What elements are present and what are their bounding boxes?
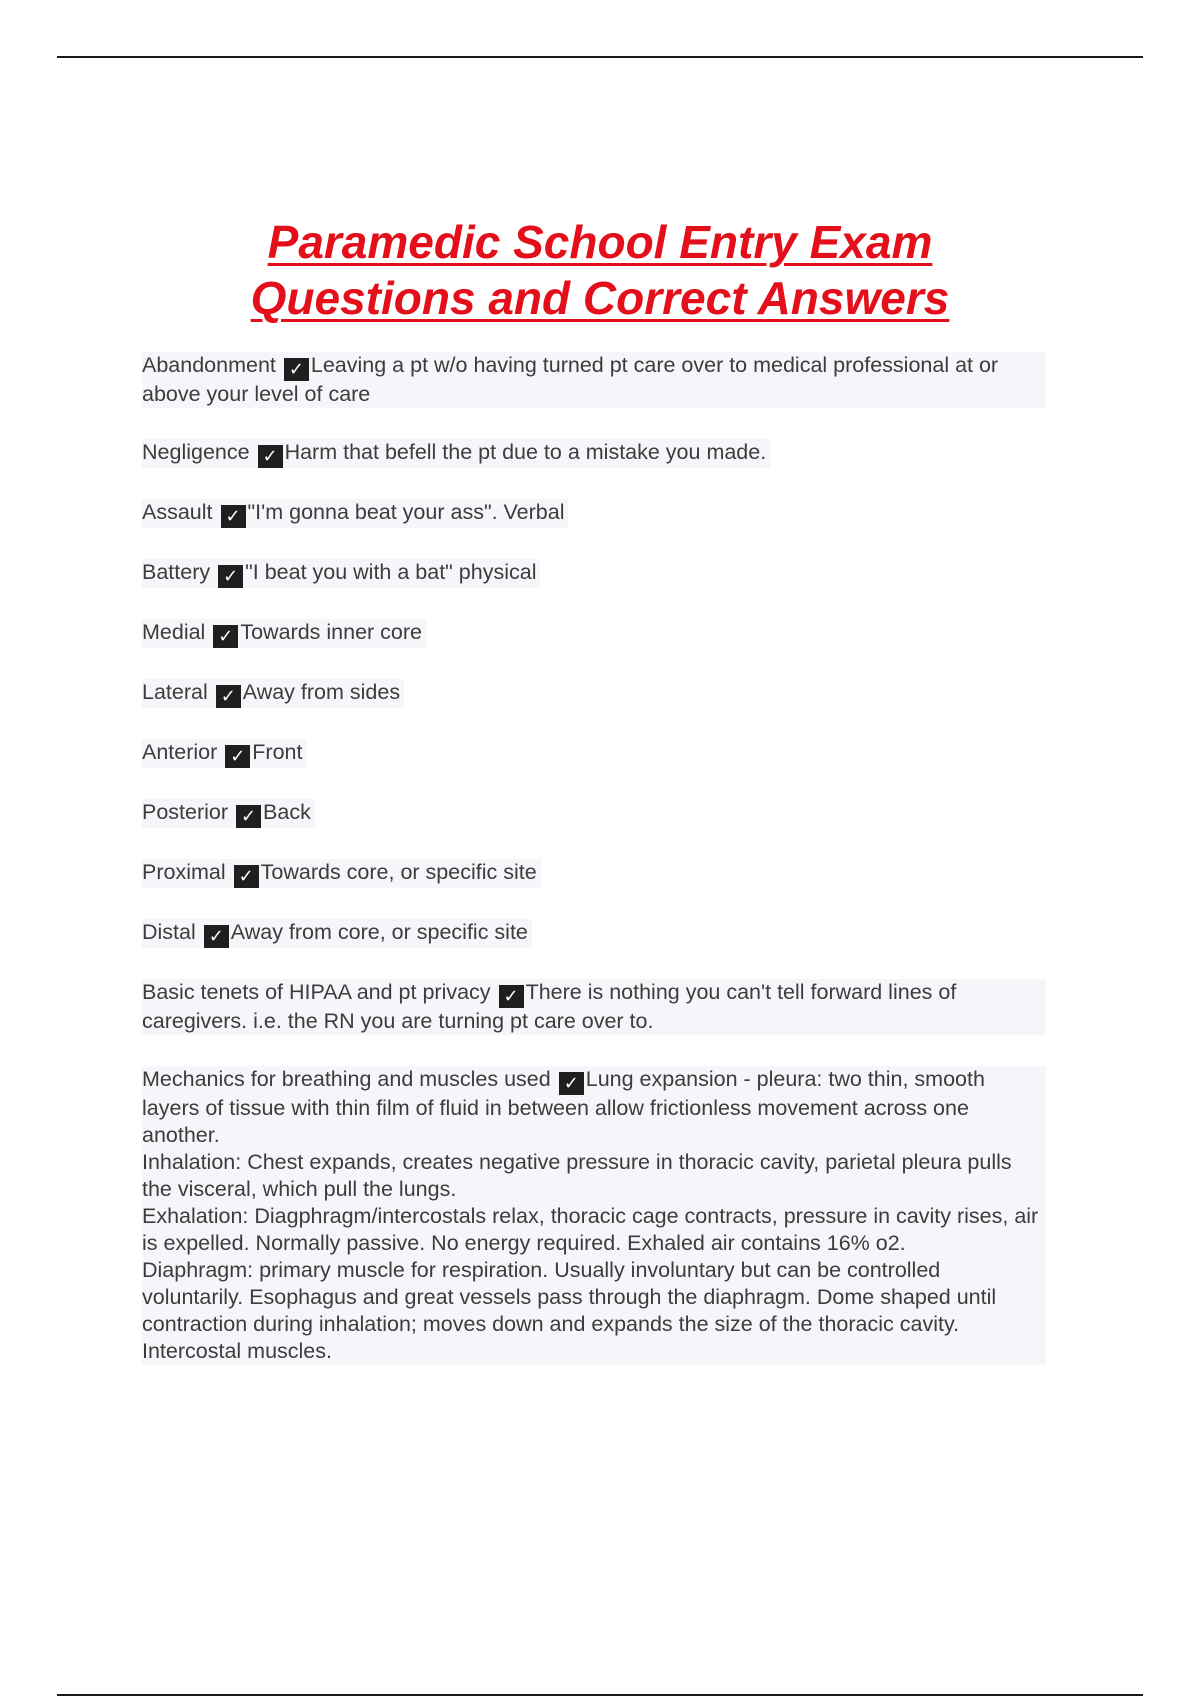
- answer: Back: [263, 800, 311, 824]
- term: Medial: [142, 620, 206, 644]
- answer: Towards core, or specific site: [260, 860, 537, 884]
- flashcard-list: [142, 352, 1062, 1396]
- page-title: [140, 214, 1060, 326]
- answer-detail-exhalation: Exhalation: Diagphragm/intercostals relax, thoracic cage contracts, pressure in cavity rises, air is expelled. Normally passive. No energy required. Exhaled air contains 16% o2.: [142, 1204, 1039, 1255]
- checkbox-checked-icon: ✓: [225, 745, 250, 768]
- answer: Away from sides: [242, 680, 401, 704]
- checkbox-checked-icon: ✓: [218, 565, 243, 588]
- header-rule: [57, 56, 1143, 58]
- flashcard-entry: [142, 619, 426, 648]
- flashcard-entry: [142, 439, 770, 468]
- flashcard-entry: [142, 799, 315, 828]
- checkbox-checked-icon: ✓: [204, 925, 229, 948]
- answer-detail-diaphragm: Diaphragm: primary muscle for respiration. Usually involuntary but can be controlled voluntarily. Esophagus and great vessels pass through the diaphragm. Dome shaped until contraction during inhalation; moves down and expands the size of the thoracic cavity.: [142, 1258, 997, 1336]
- flashcard-entry: [142, 352, 1046, 408]
- answer: Harm that befell the pt due to a mistake you made.: [284, 440, 767, 464]
- answer: "I beat you with a bat" physical: [245, 560, 537, 584]
- checkbox-checked-icon: ✓: [221, 505, 246, 528]
- term: Lateral: [142, 680, 208, 704]
- footer-rule: [57, 1694, 1143, 1696]
- answer: Away from core, or specific site: [230, 920, 528, 944]
- answer: Front: [252, 740, 303, 764]
- term: Battery: [142, 560, 211, 584]
- term: Distal: [142, 920, 196, 944]
- flashcard-entry: [142, 679, 404, 708]
- title-line-1: Paramedic School Entry Exam: [267, 216, 933, 268]
- checkbox-checked-icon: ✓: [234, 865, 259, 888]
- checkbox-checked-icon: ✓: [499, 985, 524, 1008]
- flashcard-entry: [142, 559, 540, 588]
- flashcard-entry: [142, 979, 1046, 1035]
- term: Posterior: [142, 800, 229, 824]
- term: Mechanics for breathing and muscles used: [142, 1067, 551, 1091]
- term: Negligence: [142, 440, 250, 464]
- checkbox-checked-icon: ✓: [216, 685, 241, 708]
- answer: Towards inner core: [240, 620, 422, 644]
- checkbox-checked-icon: ✓: [284, 358, 309, 381]
- flashcard-entry: [142, 859, 541, 888]
- term: Assault: [142, 500, 213, 524]
- term: Anterior: [142, 740, 218, 764]
- answer: Leaving a pt w/o having turned pt care over to medical professional at or above your level of care: [142, 353, 999, 406]
- flashcard-entry: [142, 739, 306, 768]
- term: Basic tenets of HIPAA and pt privacy: [142, 980, 491, 1004]
- term: Abandonment: [142, 353, 276, 377]
- checkbox-checked-icon: ✓: [213, 625, 238, 648]
- title-line-2: Questions and Correct Answers: [250, 272, 950, 324]
- flashcard-entry: [142, 499, 568, 528]
- answer: There is nothing you can't tell forward lines of caregivers. i.e. the RN you are turning pt care over to.: [142, 980, 957, 1033]
- checkbox-checked-icon: ✓: [236, 805, 261, 828]
- checkbox-checked-icon: ✓: [258, 445, 283, 468]
- flashcard-entry: [142, 1066, 1046, 1365]
- answer: "I'm gonna beat your ass". Verbal: [247, 500, 565, 524]
- flashcard-entry: [142, 919, 532, 948]
- answer: Lung expansion - pleura: two thin, smooth layers of tissue with thin film of fluid in between allow frictionless movement across one another.: [142, 1067, 985, 1147]
- answer-detail-inhalation: Inhalation: Chest expands, creates negative pressure in thoracic cavity, parietal pleura pulls the visceral, which pull the lungs.: [142, 1150, 1012, 1201]
- answer-detail-intercostal: Intercostal muscles.: [142, 1339, 332, 1363]
- checkbox-checked-icon: ✓: [559, 1072, 584, 1095]
- term: Proximal: [142, 860, 226, 884]
